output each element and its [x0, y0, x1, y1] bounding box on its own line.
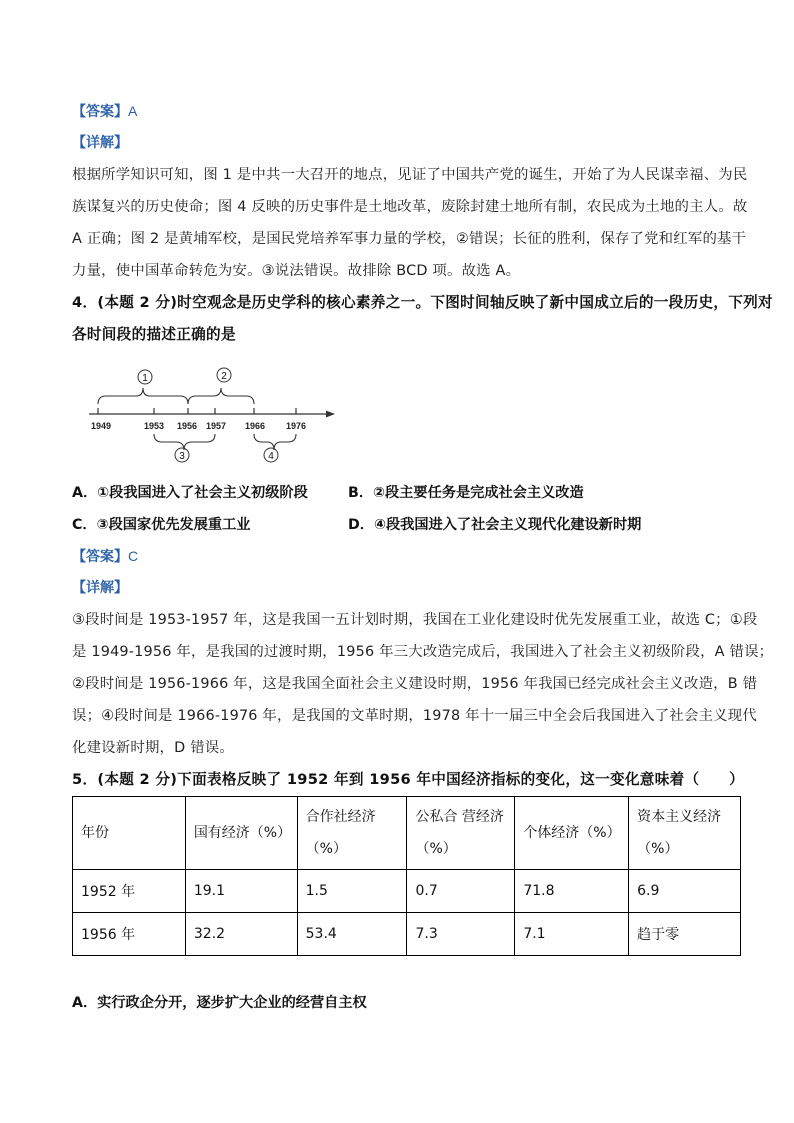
- detail-tag: 【详解】: [72, 135, 128, 151]
- segment-3-digit: 3: [179, 451, 185, 462]
- table-cell: 53.4: [297, 913, 407, 956]
- q4-option-a[interactable]: A．①段我国进入了社会主义初级阶段: [72, 485, 308, 501]
- timeline-figure: [85, 362, 345, 466]
- table-header-cell: 个体经济（%）: [515, 797, 629, 870]
- year-label-1949: 1949: [90, 421, 112, 431]
- q3-detail-line-2: 族谋复兴的历史使命；图 4 反映的历史事件是土地改革，废除封建土地所有制，农民成为土地的主人。故: [72, 199, 748, 215]
- year-label-1966: 1966: [244, 421, 266, 431]
- q4-option-c[interactable]: C．③段国家优先发展重工业: [72, 517, 251, 533]
- table-header-row: [73, 797, 741, 870]
- q4-option-d[interactable]: D．④段我国进入了社会主义现代化建设新时期: [348, 517, 642, 533]
- table-cell: 32.2: [185, 913, 297, 956]
- answer-value: C: [128, 548, 139, 564]
- table-cell: 6.9: [629, 870, 741, 913]
- answer-tag: 【答案】: [72, 549, 128, 565]
- table-cell: 0.7: [407, 870, 515, 913]
- q4-detail-line-4: 误；④段时间是 1966-1976 年，是我国的文革时期，1978 年十一届三中全会后我国进入了社会主义现代: [72, 708, 757, 724]
- table-cell: 7.3: [407, 913, 515, 956]
- q4-answer-line: [72, 546, 138, 567]
- detail-tag: 【详解】: [72, 580, 128, 596]
- q3-detail-line-4: 力量，使中国革命转危为安。③说法错误。故排除 BCD 项。故选 A。: [72, 263, 521, 279]
- q3-answer-line: [72, 101, 137, 122]
- q4-stem-line-1: 4．(本题 2 分)时空观念是历史学科的核心素养之一。下图时间轴反映了新中国成立后的一段历史，下列对: [72, 294, 773, 311]
- table-cell: 71.8: [515, 870, 629, 913]
- q4-detail-line-2: 是 1949-1956 年，是我国的过渡时期，1956 年三大改造完成后，我国进入了社会主义初级阶段，A 错误；: [72, 644, 774, 660]
- q4-detail-line-3: ②段时间是 1956-1966 年，这是我国全面社会主义建设时期，1956 年我国已经完成社会主义改造，B 错: [72, 676, 758, 692]
- year-label-1976: 1976: [285, 421, 307, 431]
- table-row-1956: [73, 913, 741, 956]
- table-header-cell: 国有经济（%）: [185, 797, 297, 870]
- q5-option-a[interactable]: A．实行政企分开，逐步扩大企业的经营自主权: [72, 995, 367, 1011]
- q3-detail-line-1: 根据所学知识可知，图 1 是中共一大召开的地点，见证了中国共产党的诞生，开始了为人民谋幸福、为民: [72, 167, 748, 183]
- year-label-1956: 1956: [176, 421, 198, 431]
- answer-value: A: [128, 103, 138, 119]
- brace-segment-1: [98, 388, 188, 404]
- table-cell: 趋于零: [629, 913, 741, 956]
- table-cell: 1952 年: [73, 870, 186, 913]
- segment-4-digit: 4: [268, 451, 274, 462]
- q4-detail-line-5: 化建设新时期，D 错误。: [72, 740, 234, 756]
- table-header-cell: 合作社经济 （%）: [297, 797, 407, 870]
- q3-detail-line-3: A 正确；图 2 是黄埔军校，是国民党培养军事力量的学校，②错误；长征的胜利，保存了党和红军的基干: [72, 231, 747, 247]
- table-header-cell: 年份: [73, 797, 186, 870]
- brace-segment-2: [188, 388, 254, 404]
- table-cell: 1.5: [297, 870, 407, 913]
- table-header-cell: 资本主义经济 （%）: [629, 797, 741, 870]
- year-label-1957: 1957: [205, 421, 227, 431]
- segment-2-digit: 2: [221, 371, 227, 382]
- table-row-1952: [73, 870, 741, 913]
- table-header-cell: 公私合 营经济 （%）: [407, 797, 515, 870]
- table-cell: 7.1: [515, 913, 629, 956]
- answer-tag: 【答案】: [72, 104, 128, 120]
- q4-detail-tag-line: [72, 578, 128, 598]
- table-cell: 1956 年: [73, 913, 186, 956]
- table-cell: 19.1: [185, 870, 297, 913]
- q4-stem-line-2: 各时间段的描述正确的是: [72, 326, 236, 343]
- q4-option-b[interactable]: B．②段主要任务是完成社会主义改造: [348, 485, 584, 501]
- q3-detail-tag-line: [72, 133, 128, 153]
- q5-stem: 5．(本题 2 分)下面表格反映了 1952 年到 1956 年中国经济指标的变化，这一变化意味着（ ）: [72, 771, 745, 788]
- q4-detail-line-1: ③段时间是 1953-1957 年，这是我国一五计划时期，我国在工业化建设时优先发展重工业，故选 C；①段: [72, 612, 758, 628]
- segment-1-digit: 1: [142, 373, 148, 384]
- year-label-1953: 1953: [143, 421, 165, 431]
- economy-table: [72, 796, 741, 956]
- timeline-arrow: [326, 411, 335, 418]
